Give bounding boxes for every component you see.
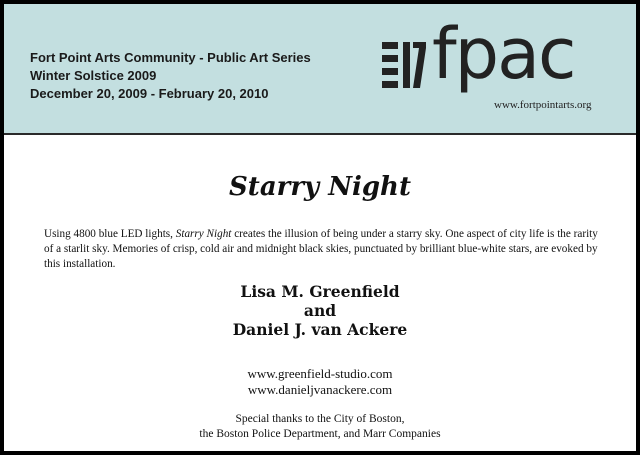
- description-lead: Using 4800 blue LED lights,: [44, 228, 176, 240]
- artist-name: Lisa M. Greenfield: [240, 282, 400, 301]
- thanks-line: the Boston Police Department, and Marr Companies: [199, 428, 441, 440]
- artist-name: Daniel J. van Ackere: [232, 320, 408, 339]
- acknowledgements: [4, 412, 636, 442]
- description: [44, 227, 599, 272]
- event-dates: December 20, 2009 - February 20, 2010: [30, 86, 269, 101]
- header-banner: [4, 4, 636, 135]
- artist-conjunction: and: [303, 301, 337, 320]
- fpac-logo-text: fpac: [432, 13, 575, 95]
- page-title: Starry Night: [229, 172, 411, 202]
- description-body: creates the illusion of being under a starry sky. One aspect of city life is the rarity of a starlit sky. Memories of crisp, cold air and midnight black skies, punctuated by brilliant blue-white stars, are evoked by this installation.: [44, 228, 598, 270]
- thanks-line: Special thanks to the City of Boston,: [235, 413, 405, 425]
- fpac-logo-icon: [382, 42, 426, 88]
- poster-frame: [4, 4, 636, 451]
- artists-block: [4, 282, 636, 339]
- series-name: Fort Point Arts Community - Public Art Series: [30, 50, 311, 65]
- event-name: Winter Solstice 2009: [30, 68, 157, 83]
- website-link[interactable]: www.greenfield-studio.com: [247, 366, 393, 381]
- website-url[interactable]: www.fortpointarts.org: [494, 99, 592, 111]
- artist-websites: [4, 366, 636, 398]
- website-link[interactable]: www.danieljvanackere.com: [247, 382, 393, 397]
- description-artwork-title: Starry Night: [175, 228, 232, 240]
